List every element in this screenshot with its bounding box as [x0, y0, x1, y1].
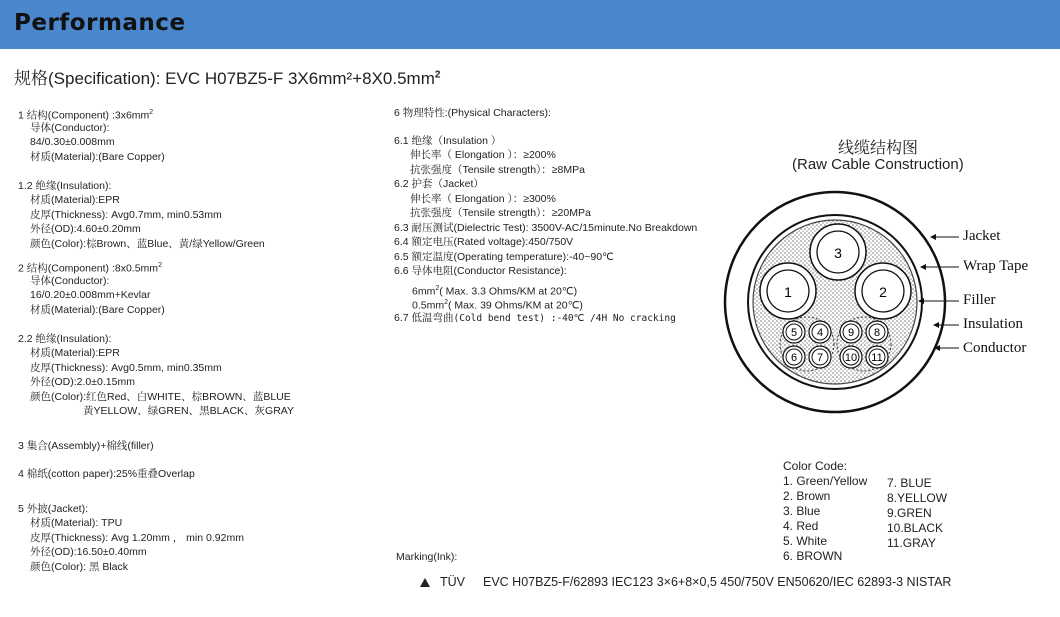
color-code-item: 4. Red — [783, 519, 819, 533]
specification-title — [14, 64, 440, 89]
core-label-9: 9 — [847, 327, 855, 339]
color-code-item: 10.BLACK — [887, 521, 944, 535]
section-6-4-line: 6.4 额定电压(Rated voltage):450/750V — [394, 236, 574, 248]
section-2-2-line: 黄YELLOW、绿GREN、黑BLACK、灰GRAY — [83, 405, 295, 417]
section-2-2-line: 材质(Material):EPR — [30, 347, 120, 359]
core-label-3: 3 — [834, 245, 842, 261]
characters-column: 6 物理特性:(Physical Characters): 6.1 绝缘（Insulation ） 伸长率（ Elongation ）：≥200% 抗张强度（Tensile strength）：≥8MPa 6.2 护套（Jacket） 伸长率（ Elongation ）：≥300% 抗张强度（Tensile strength）：≥20MPa 6.3 耐压测试(Dielectric Test): 3500V-AC/15minute.No Breakdown 6.4 额定电压(Rated voltage):450/750V 6.5 额定温度(Operating temperature):-40~90℃ 6.6 导体电阻(Conductor Resistance): $6mm^2$( Max. 3.3 Ohms/KM at 20℃) $0.5mm^2$( Max. 39 Ohms/KM at 20℃) 6.7 低温弯曲(Cold bend test) :-40℃ /4H No cracking — [394, 107, 698, 324]
section-6-7-title: 6.7 低温弯曲 — [394, 311, 454, 324]
color-code-right — [887, 476, 947, 551]
section-2-2-line: 皮厚(Thickness): Avg0.5mm, min0.35mm — [30, 361, 222, 374]
section-6-6-title: 6.6 导体电阻(Conductor Resistance): — [394, 265, 567, 277]
color-code-title: Color Code: — [783, 459, 848, 473]
section-5-line: 皮厚(Thickness): Avg 1.20mm ， min 0.92mm — [30, 531, 244, 544]
section-2-2-title: 2.2 绝缘(Insulation): — [18, 332, 112, 345]
core-label-11: 11 — [871, 352, 883, 364]
section-1-2-line: 颜色(Color):棕Brown、蓝Blue、黄/绿Yellow/Green — [30, 237, 265, 250]
warning-triangle-icon — [420, 578, 430, 587]
component-column — [18, 106, 294, 574]
diagram-title-cn: 线缆结构图 — [838, 140, 919, 157]
core-label-6: 6 — [790, 352, 798, 364]
section-2-line: 材质(Material):(Bare Copper) — [30, 303, 165, 316]
label-jacket: Jacket — [963, 228, 1001, 244]
cable-cross-section — [700, 180, 960, 420]
color-code-left — [783, 474, 867, 564]
marking-text — [420, 575, 951, 589]
core-label-8: 8 — [873, 327, 881, 339]
section-1-line: 导体(Conductor): — [30, 121, 110, 134]
marking-label: Marking(Ink): — [396, 551, 458, 563]
color-code-item: 8.YELLOW — [887, 491, 948, 505]
color-code-item: 1. Green/Yellow — [783, 474, 868, 488]
spec-sup: 2 — [434, 69, 441, 81]
section-6-1-title: 6.1 绝缘（Insulation ） — [394, 134, 502, 147]
section-2-title: 2 结构(Component) :8x0.5mm — [18, 262, 159, 275]
section-2-sup: 2 — [158, 262, 162, 269]
section-6-2-title: 6.2 护套（Jacket） — [394, 178, 484, 190]
section-3-title: 3 集合(Assembly)+棉线(filler) — [18, 439, 154, 452]
section-1-2-line: 外径(OD):4.60±0.20mm — [30, 223, 141, 235]
section-2-2-line: 外径(OD):2.0±0.15mm — [30, 376, 135, 388]
label-filler: Filler — [963, 292, 996, 308]
resistance-6mm: 6mm — [412, 285, 436, 297]
color-code-item: 3. Blue — [783, 504, 821, 518]
core-label-5: 5 — [790, 327, 798, 339]
section-6-1-line: 伸长率（ Elongation ）：≥200% — [410, 149, 556, 161]
color-code-item: 7. BLUE — [887, 476, 932, 490]
core-label-2: 2 — [879, 284, 887, 300]
page-header — [0, 0, 1060, 49]
marking-value: EVC H07BZ5-F/62893 IEC123 3×6+8×0,5 450/750V EN50620/IEC 62893-3 NISTAR — [483, 575, 952, 589]
tuv-mark: TÜV — [440, 575, 465, 589]
section-5-line: 材质(Material): TPU — [30, 517, 123, 529]
section-1-2-title: 1.2 绝缘(Insulation): — [18, 179, 112, 192]
resistance-05mm: 0.5mm — [412, 299, 445, 312]
label-wrap-tape: Wrap Tape — [963, 258, 1029, 274]
section-2-line: 导体(Conductor): — [30, 274, 110, 287]
header-title: Performance — [14, 10, 186, 36]
diagram-title-en: (Raw Cable Construction) — [792, 156, 964, 173]
section-5-title: 5 外披(Jacket): — [18, 502, 89, 515]
resistance-05mm-value: ( Max. 39 Ohms/KM at 20℃) — [448, 299, 583, 312]
section-6-3-line: 6.3 耐压测试(Dielectric Test): 3500V-AC/15minute.No Breakdown — [394, 221, 698, 234]
section-1-sup: 2 — [149, 109, 154, 116]
core-label-7: 7 — [816, 352, 824, 364]
section-6-title: 6 物理特性:(Physical Characters): — [394, 107, 551, 119]
section-1-2-line: 皮厚(Thickness): Avg0.7mm, min0.53mm — [30, 208, 222, 221]
section-1-title: 1 结构(Component) :3x6mm — [18, 109, 150, 122]
section-6-2-line: 伸长率（ Elongation ）：≥300% — [410, 192, 556, 205]
resistance-6mm-value: ( Max. 3.3 Ohms/KM at 20℃) — [439, 285, 578, 297]
core-label-4: 4 — [816, 327, 824, 339]
label-conductor: Conductor — [963, 340, 1027, 356]
color-code-item: 2. Brown — [783, 489, 831, 503]
section-1-line: 84/0.30±0.008mm — [30, 136, 115, 148]
section-5-line: 外径(OD):16.50±0.40mm — [30, 546, 147, 558]
core-label-1: 1 — [784, 284, 792, 300]
section-2-2-line: 颜色(Color):红色Red、白WHITE、棕BROWN、蓝BLUE — [30, 390, 291, 403]
section-2-line: 16/0.20±0.008mm+Kevlar — [30, 289, 151, 301]
section-4-title: 4 棉纸(cotton paper):25%重叠Overlap — [18, 468, 195, 480]
section-1-2-line: 材质(Material):EPR — [30, 194, 120, 206]
section-5-line: 颜色(Color): 黑 Black — [30, 560, 129, 573]
core-label-10: 10 — [844, 352, 858, 364]
section-6-7-value: (Cold bend test) :-40℃ /4H No cracking — [453, 312, 676, 324]
color-code-item: 5. White — [783, 534, 828, 548]
color-code-item: 6. BROWN — [783, 549, 843, 563]
color-code-item: 9.GREN — [887, 506, 932, 520]
spec-text: 规格(Specification): EVC H07BZ5-F 3X6mm²+8X0.5mm — [14, 69, 435, 88]
color-code-item: 11.GRAY — [887, 536, 936, 550]
label-insulation: Insulation — [963, 316, 1023, 332]
section-6-1-line: 抗张强度（Tensile strength）：≥8MPa — [410, 163, 585, 176]
section-1-line: 材质(Material):(Bare Copper) — [30, 150, 165, 163]
section-6-5-line: 6.5 额定温度(Operating temperature):-40~90℃ — [394, 250, 614, 263]
section-6-2-line: 抗张强度（Tensile strength）：≥20MPa — [410, 207, 591, 219]
